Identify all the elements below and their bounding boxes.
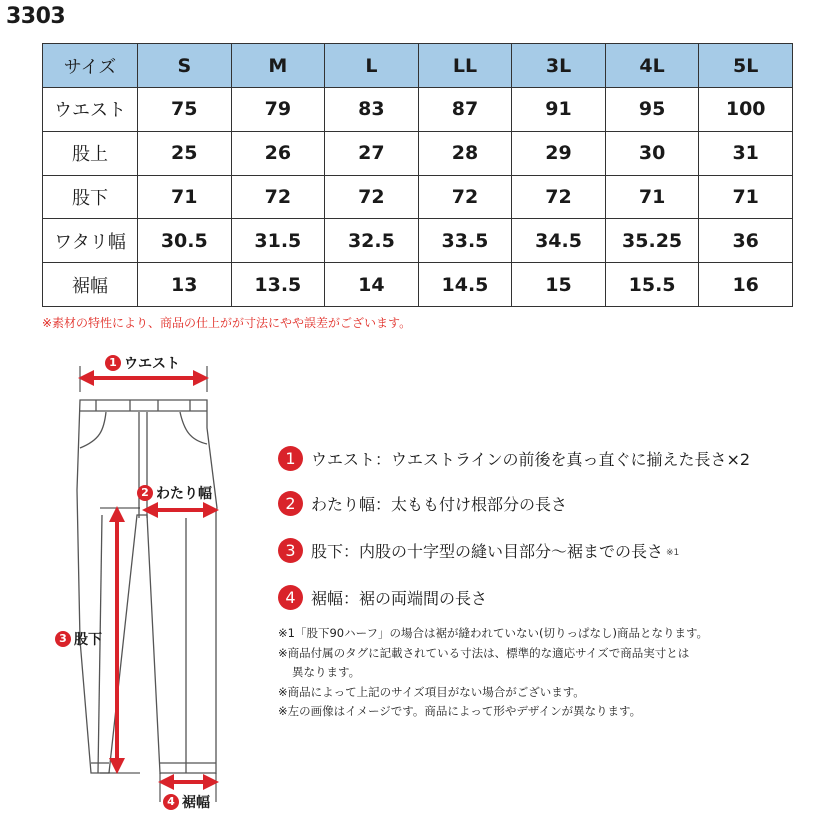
table-cell: 72 (512, 175, 606, 219)
table-cell: 34.5 (512, 219, 606, 263)
table-cell: 26 (231, 131, 325, 175)
table-row (43, 263, 793, 307)
waist-number-badge: 1 (105, 355, 121, 371)
pants-diagram (0, 340, 260, 834)
inseam-number-badge: 3 (55, 631, 71, 647)
table-row (43, 131, 793, 175)
legend-number-badge: 2 (278, 491, 303, 516)
header-cell: S (138, 44, 232, 88)
table-cell: 72 (325, 175, 419, 219)
legend-text: ウエスト：ウエストラインの前後を真っ直ぐに揃えた長さ×2 (311, 450, 751, 469)
header-cell: 3L (512, 44, 606, 88)
legend-number-badge: 4 (278, 585, 303, 610)
header-cell: LL (418, 44, 512, 88)
size-table (42, 43, 793, 307)
model-number: 3303 (6, 4, 66, 29)
table-cell: 30.5 (138, 219, 232, 263)
table-row (43, 219, 793, 263)
row-label: 裾幅 (43, 263, 138, 307)
legend-number-badge: 3 (278, 538, 303, 563)
row-label: 股下 (43, 175, 138, 219)
footnote: 異なります。 (292, 665, 361, 679)
header-cell: 5L (699, 44, 793, 88)
table-cell: 75 (138, 88, 232, 132)
hem-number-badge: 4 (163, 794, 179, 810)
table-cell: 33.5 (418, 219, 512, 263)
table-cell: 95 (605, 88, 699, 132)
table-cell: 25 (138, 131, 232, 175)
table-cell: 36 (699, 219, 793, 263)
inseam-label-text: 股下 (74, 632, 102, 648)
table-cell: 35.25 (605, 219, 699, 263)
thigh-number-badge: 2 (137, 485, 153, 501)
table-cell: 32.5 (325, 219, 419, 263)
table-cell: 16 (699, 263, 793, 307)
table-cell: 83 (325, 88, 419, 132)
footnote: ※商品付属のタグに記載されている寸法は、標準的な適応サイズで商品実寸とは (278, 645, 690, 660)
hem-label (163, 792, 210, 812)
legend-text: 裾幅：裾の両端間の長さ (311, 589, 488, 608)
table-cell: 71 (138, 175, 232, 219)
waist-label-text: ウエスト (124, 356, 180, 372)
legend-item (278, 491, 567, 516)
waist-label (105, 353, 180, 373)
table-cell: 13.5 (231, 263, 325, 307)
row-label: ウエスト (43, 88, 138, 132)
legend-item (278, 585, 487, 610)
table-cell: 15.5 (605, 263, 699, 307)
table-cell: 91 (512, 88, 606, 132)
legend-number-badge: 1 (278, 446, 303, 471)
table-cell: 15 (512, 263, 606, 307)
pants-outline (77, 400, 217, 773)
table-cell: 87 (418, 88, 512, 132)
thigh-label-text: わたり幅 (156, 486, 212, 502)
table-cell: 71 (699, 175, 793, 219)
size-disclaimer: ※素材の特性により、商品の仕上がが寸法にやや誤差がございます。 (42, 316, 412, 330)
table-cell: 72 (231, 175, 325, 219)
table-cell: 14.5 (418, 263, 512, 307)
legend-text: わたり幅：太もも付け根部分の長さ (311, 495, 568, 514)
table-cell: 30 (605, 131, 699, 175)
table-cell: 79 (231, 88, 325, 132)
footnote: ※1「股下90ハーフ」の場合は裾が縫われていない(切りっぱなし)商品となります。 (278, 626, 709, 640)
row-label: 股上 (43, 131, 138, 175)
table-cell: 31.5 (231, 219, 325, 263)
hem-label-text: 裾幅 (182, 795, 210, 811)
row-label: ワタリ幅 (43, 219, 138, 263)
legend-footnote-ref: ※1 (666, 547, 680, 558)
footnote: ※左の画像はイメージです。商品によって形やデザインが異なります。 (278, 704, 642, 718)
table-cell: 27 (325, 131, 419, 175)
inseam-label (55, 629, 102, 649)
table-cell: 72 (418, 175, 512, 219)
table-cell: 13 (138, 263, 232, 307)
table-cell: 14 (325, 263, 419, 307)
header-cell: M (231, 44, 325, 88)
table-cell: 29 (512, 131, 606, 175)
table-cell: 28 (418, 131, 512, 175)
legend-text: 股下：内股の十字型の縫い目部分～裾までの長さ (311, 542, 664, 561)
footnotes (278, 624, 708, 722)
header-cell: L (325, 44, 419, 88)
header-cell: 4L (605, 44, 699, 88)
table-row (43, 88, 793, 132)
table-row (43, 175, 793, 219)
legend-item (278, 538, 679, 563)
footnote: ※商品によって上記のサイズ項目がない場合がございます。 (278, 684, 585, 699)
table-cell: 71 (605, 175, 699, 219)
table-cell: 100 (699, 88, 793, 132)
table-cell: 31 (699, 131, 793, 175)
size-table-header (43, 44, 793, 88)
thigh-label (137, 483, 212, 503)
header-cell: サイズ (43, 44, 138, 88)
legend-item (278, 446, 750, 471)
